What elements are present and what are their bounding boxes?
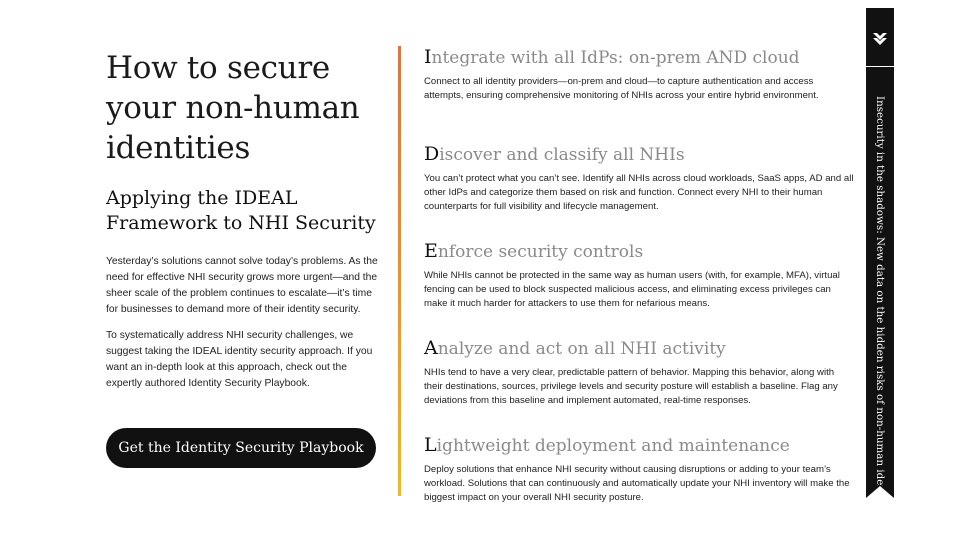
side-report-tab[interactable] bbox=[866, 8, 894, 519]
section-title bbox=[424, 337, 854, 360]
section-discover bbox=[424, 143, 854, 240]
get-playbook-button[interactable]: Get the Identity Security Playbook bbox=[106, 428, 376, 468]
section-body: While NHIs cannot be protected in the same way as human users (with, for example, MFA), virtual fencing can be used to block suspected malicious access, and eliminating excess privileges can make it much harder for attackers to use them for nefarious means. bbox=[424, 270, 840, 309]
section-body: NHIs tend to have a very clear, predictable pattern of behavior. Mapping this behavior, along with their destinations, sources, privilege levels and security posture will establish a baseline. Flag any deviations from this baseline and implement automated, real-time responses. bbox=[424, 367, 838, 406]
section-integrate bbox=[424, 46, 854, 143]
chevron-logo-icon bbox=[872, 30, 888, 46]
section-initial: A bbox=[424, 337, 438, 359]
section-title bbox=[424, 240, 854, 263]
approach-paragraph: To systematically address NHI security challenges, we suggest taking the IDEAL identity security approach. If you want an in-depth look at this approach, check out the expertly authored Identity Security Playbook. bbox=[106, 330, 373, 389]
section-initial: E bbox=[424, 240, 438, 262]
section-lightweight bbox=[424, 434, 854, 531]
section-title-text: ightweight deployment and maintenance bbox=[436, 436, 790, 456]
section-title-text: ntegrate with all IdPs: on-prem AND cloud bbox=[431, 48, 800, 68]
section-title bbox=[424, 143, 854, 166]
section-body: Deploy solutions that enhance NHI security without causing disruptions or adding to your team’s workload. Solutions that can continuously and automatically update your NHI inventory will make the biggest impact on your overall NHI security posture. bbox=[424, 464, 850, 503]
section-title-text: nalyze and act on all NHI activity bbox=[437, 339, 726, 359]
accent-divider bbox=[398, 46, 401, 496]
section-title bbox=[424, 46, 854, 69]
side-tab-text: Insecurity in the shadows: New data on the hidden risks of non-human identities bbox=[874, 96, 886, 519]
left-column bbox=[106, 48, 378, 392]
section-body: You can’t protect what you can’t see. Identify all NHIs across cloud workloads, SaaS apps, AD and all other IdPs and categorize them based on risk and function. Connect every NHI to their human counterparts for full visibility and lifecycle management. bbox=[424, 173, 854, 212]
tab-separator bbox=[866, 66, 894, 67]
section-analyze bbox=[424, 337, 854, 434]
intro-paragraph: Yesterday’s solutions cannot solve today’s problems. As the need for effective NHI security grows more urgent—and the sheer scale of the problem continues to escalate—it’s time for businesses to demand more of their identity security. bbox=[106, 256, 378, 315]
section-body: Connect to all identity providers—on-prem and cloud—to capture authentication and access attempts, ensuring comprehensive monitoring of NHIs across your entire hybrid environment. bbox=[424, 76, 819, 101]
section-initial: L bbox=[424, 434, 437, 456]
page-subtitle: Applying the IDEAL Framework to NHI Security bbox=[106, 187, 376, 234]
section-title-text: nforce security controls bbox=[437, 242, 644, 262]
section-initial: D bbox=[424, 143, 440, 165]
page-title: How to secure your non-human identities bbox=[106, 50, 360, 166]
section-initial: I bbox=[424, 46, 432, 68]
tab-notch bbox=[866, 486, 894, 498]
section-enforce bbox=[424, 240, 854, 337]
section-title-text: iscover and classify all NHIs bbox=[439, 145, 685, 165]
ideal-sections bbox=[424, 46, 854, 531]
section-title bbox=[424, 434, 854, 457]
